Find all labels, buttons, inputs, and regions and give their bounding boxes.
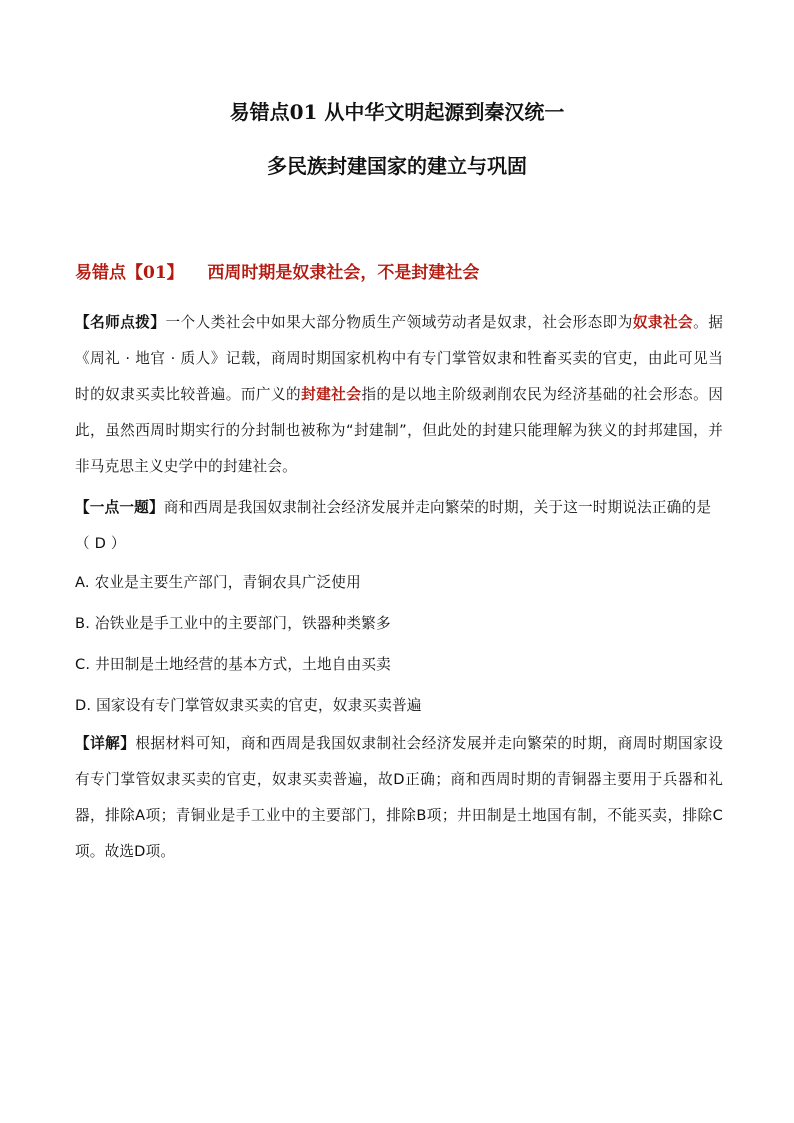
document-title-line1: 易错点01 从中华文明起源到秦汉统一 [229, 100, 565, 124]
section-title: 西周时期是奴隶社会，不是封建社会 [207, 263, 480, 283]
teacher-tip-label: 【名师点拨】 [75, 314, 166, 331]
document-body [75, 305, 723, 875]
question-paragraph [75, 490, 723, 562]
explanation-paragraph [75, 726, 723, 870]
option-a: A. 农业是主要生产部门，青铜农具广泛使用 [75, 574, 361, 591]
section-label: 易错点【01】 [75, 263, 184, 283]
teacher-tip-text2: 。据《周礼 · 地官 · 质人》记载，商周时期国家机构中有专门掌管奴隶和牲畜买卖的官吏，由此可见当时的奴隶买卖比较普遍。而广义的 [75, 314, 724, 403]
section-gap [190, 263, 202, 283]
term-feudal-society: 封建社会 [301, 386, 362, 403]
question-label: 【一点一题】 [75, 499, 164, 516]
option-d: D. 国家设有专门掌管奴隶买卖的官吏，奴隶买卖普遍 [75, 697, 422, 714]
teacher-tip-text1: 一个人类社会中如果大部分物质生产领域劳动者是奴隶，社会形态即为 [165, 314, 633, 331]
question-text: 商和西周是我国奴隶制社会经济发展并走向繁荣的时期，关于这一时期说法正确的是（ D ） [75, 499, 712, 552]
teacher-tip-text3: 指的是以地主阶级剥削农民为经济基础的社会形态。因此，虽然西周时期实行的分封制也被称为“封建制”，但此处的封建只能理解为狭义的封邦建国，并非马克思主义史学中的封建社会。 [75, 386, 723, 475]
teacher-tip-paragraph [75, 305, 723, 485]
section-heading [75, 258, 479, 283]
option-c: C. 井田制是土地经营的基本方式，土地自由买卖 [75, 656, 391, 673]
option-b: B. 冶铁业是手工业中的主要部门，铁器种类繁多 [75, 615, 391, 632]
explanation-label: 【详解】 [75, 735, 136, 752]
term-slave-society: 奴隶社会 [632, 314, 694, 331]
document-title-line2: 多民族封建国家的建立与巩固 [267, 154, 527, 178]
explanation-text: 根据材料可知，商和西周是我国奴隶制社会经济发展并走向繁荣的时期，商周时期国家设有专门掌管奴隶买卖的官吏，奴隶买卖普遍，故D正确；商和西周时期的青铜器主要用于兵器和礼器，排除A项；青铜业是手工业中的主要部门，排除B项；井田制是土地国有制，不能买卖，排除C项。故选D项。 [75, 735, 723, 860]
